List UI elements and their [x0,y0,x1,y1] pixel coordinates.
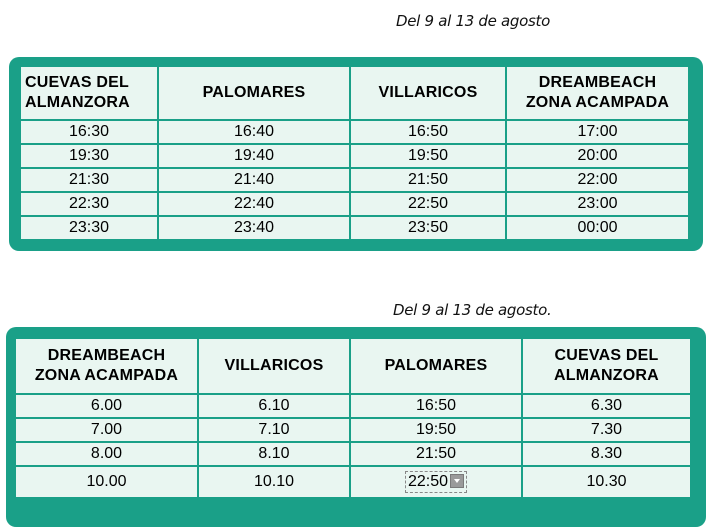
schedule-1-table [19,65,690,241]
time-cell: 21:50 [350,168,506,192]
time-cell: 23:00 [506,192,689,216]
selected-time-field[interactable] [405,471,467,493]
time-cell: 00:00 [506,216,689,240]
header-line: PALOMARES [384,357,488,374]
header-line: ZONA ACAMPADA [34,367,179,384]
header-line: CUEVAS DEL [25,74,129,91]
time-cell: 6.30 [522,394,691,418]
time-cell: 10.30 [522,466,691,498]
time-cell: 8.00 [15,442,198,466]
table-row [20,168,689,192]
time-cell: 19:40 [158,144,350,168]
selected-time-value: 22:50 [407,473,449,490]
time-cell: 22:30 [20,192,158,216]
time-cell: 10.10 [198,466,350,498]
schedule-2-table [14,337,692,499]
time-cell: 22:00 [506,168,689,192]
time-cell: 7.30 [522,418,691,442]
time-cell: 6.10 [198,394,350,418]
header-line: PALOMARES [202,84,306,101]
table-row [20,192,689,216]
header-line: ALMANZORA [25,94,130,111]
time-cell: 23:40 [158,216,350,240]
time-cell: 19:50 [350,418,522,442]
time-cell: 10.00 [15,466,198,498]
header-line: DREAMBEACH [47,347,166,364]
time-cell: 17:00 [506,120,689,144]
header-villaricos [198,338,350,394]
time-cell: 19:30 [20,144,158,168]
header-line: ZONA ACAMPADA [525,94,670,111]
header-line: VILLARICOS [378,84,478,101]
header-palomares [350,338,522,394]
header-dreambeach-zona-acampada [15,338,198,394]
schedule-1-caption: Del 9 al 13 de agosto [396,12,550,30]
time-cell: 21:50 [350,442,522,466]
header-line: CUEVAS DEL [554,347,659,364]
header-villaricos [350,66,506,120]
header-cuevas-del-almanzora [20,66,158,120]
selected-time-cell[interactable] [350,466,522,498]
time-cell: 16:50 [350,120,506,144]
table-row [20,216,689,240]
header-palomares [158,66,350,120]
table-row [15,394,691,418]
table-row [15,418,691,442]
time-cell: 22:50 [350,192,506,216]
table-header-row [15,338,691,394]
time-cell: 8.30 [522,442,691,466]
table-header-row [20,66,689,120]
chevron-down-icon[interactable] [450,474,464,488]
header-line: DREAMBEACH [538,74,657,91]
time-cell: 16:40 [158,120,350,144]
time-cell: 23:30 [20,216,158,240]
time-cell: 21:40 [158,168,350,192]
time-cell: 6.00 [15,394,198,418]
time-cell: 22:40 [158,192,350,216]
table-row [20,120,689,144]
time-cell: 16:50 [350,394,522,418]
header-cuevas-del-almanzora [522,338,691,394]
time-cell: 8.10 [198,442,350,466]
time-cell: 16:30 [20,120,158,144]
table-row [20,144,689,168]
time-cell: 21:30 [20,168,158,192]
header-line: ALMANZORA [554,367,659,384]
time-cell: 7.10 [198,418,350,442]
header-line: VILLARICOS [224,357,324,374]
time-cell: 20:00 [506,144,689,168]
time-cell: 19:50 [350,144,506,168]
table-row [15,442,691,466]
time-cell: 23:50 [350,216,506,240]
header-dreambeach-zona-acampada [506,66,689,120]
table-row [15,466,691,498]
schedule-2-caption: Del 9 al 13 de agosto. [393,301,552,319]
time-cell: 7.00 [15,418,198,442]
